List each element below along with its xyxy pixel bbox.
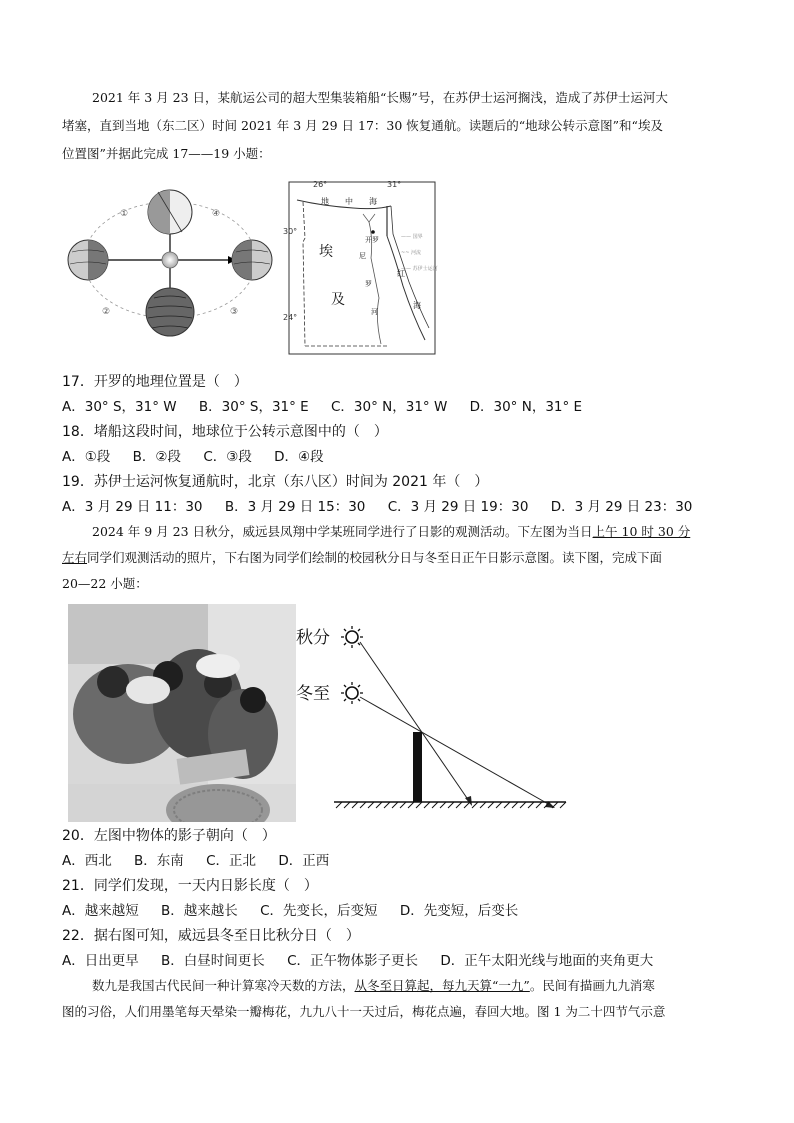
q18-options bbox=[62, 445, 342, 469]
q17-option-a: A．30° S，31° W bbox=[62, 399, 177, 415]
cairo-dot-icon bbox=[371, 230, 375, 234]
q21-option-d: D．先变短，后变长 bbox=[399, 903, 519, 919]
q21-option-a: A．越来越短 bbox=[62, 903, 139, 919]
country-char-2: 及 bbox=[331, 292, 345, 308]
intro3-line2: 图的习俗，人们用墨笔每天晕染一瓣梅花，九九八十一天过后，梅花点遍，春回大地。图 1 为二十四节气示意 bbox=[62, 1004, 666, 1019]
lon-label-31: 31° bbox=[387, 180, 402, 189]
q21-option-c: C．先变长，后变短 bbox=[260, 903, 378, 919]
intro1-line3: 位置图”并据此完成 17——19 小题： bbox=[62, 146, 271, 161]
q19-option-a: A．3 月 29 日 11：30 bbox=[62, 499, 203, 515]
intro2-line1-underlined: 上午 10 时 30 分 bbox=[592, 524, 691, 539]
q17-stem: 17．开罗的地理位置是（ ） bbox=[62, 374, 248, 390]
intro3-line1-a: 数九是我国古代民间一种计算寒冷天数的方法， bbox=[92, 978, 355, 993]
q20-option-a: A．西北 bbox=[62, 853, 112, 869]
q22-stem: 22．据右图可知，威远县冬至日比秋分日（ ） bbox=[62, 928, 360, 944]
q22-options bbox=[62, 949, 671, 973]
river-char-3: 河 bbox=[371, 308, 378, 316]
label-winter-solstice: 冬至 bbox=[296, 684, 330, 704]
segment-label-3: ③ bbox=[230, 307, 239, 317]
ground-hatching bbox=[336, 802, 566, 808]
q17-option-c: C．30° N，31° W bbox=[331, 399, 448, 415]
q19-options bbox=[62, 495, 710, 519]
q20-option-c: C．正北 bbox=[206, 853, 257, 869]
lon-label-26: 26° bbox=[313, 180, 328, 189]
red-sea-char-2: 海 bbox=[413, 301, 421, 310]
intro2-line2 bbox=[62, 546, 662, 570]
country-char-1: 埃 bbox=[319, 244, 333, 260]
intro2-line1 bbox=[92, 520, 690, 544]
sea-med-char-3: 海 bbox=[369, 197, 377, 206]
intro1-line2: 堵塞，直到当地（东二区）时间 2021 年 3 月 29 日 17：30 恢复通航。读题后的“地球公转示意图”和“埃及 bbox=[62, 118, 663, 133]
q20-options bbox=[62, 849, 347, 873]
q20-option-d: D．正西 bbox=[278, 853, 330, 869]
q17-option-b: B．30° S，31° E bbox=[198, 399, 309, 415]
q18-stem: 18．堵船这段时间，地球位于公转示意图中的（ ） bbox=[62, 424, 388, 440]
observation-photo bbox=[68, 604, 296, 822]
segment-label-1: ① bbox=[120, 209, 129, 219]
intro2-line2-b: 同学们观测活动的照片，下右图为同学们绘制的校园秋分日与冬至日正午日影示意图。读下图，完成下面 bbox=[87, 550, 663, 565]
intro2-line3: 20—22 小题： bbox=[62, 576, 148, 591]
q22-option-d: D．正午太阳光线与地面的夹角更大 bbox=[440, 953, 654, 969]
q18-option-a: A．①段 bbox=[62, 449, 111, 465]
sea-med-char-1: 地 bbox=[321, 197, 329, 206]
q18-option-b: B．②段 bbox=[132, 449, 182, 465]
intro2-line1-a: 2024 年 9 月 23 日秋分，威远县凤翔中学某班同学进行了日影的观测活动。下左图为当日 bbox=[92, 524, 593, 539]
egypt-location-map bbox=[283, 178, 438, 358]
river-char-1: 尼 bbox=[359, 252, 366, 260]
sun-autumn-icon bbox=[341, 626, 363, 648]
intro1-line1: 2021 年 3 月 23 日，某航运公司的超大型集装箱船“长赐”号，在苏伊士运河搁浅，造成了苏伊士运河大 bbox=[92, 90, 668, 105]
red-sea-char-1: 红 bbox=[397, 269, 405, 278]
intro3-line1 bbox=[92, 974, 655, 998]
q19-option-c: C．3 月 29 日 19：30 bbox=[387, 499, 529, 515]
q19-stem: 19．苏伊士运河恢复通航时，北京（东八区）时间为 2021 年（ ） bbox=[62, 474, 489, 490]
q19-option-b: B．3 月 29 日 15：30 bbox=[224, 499, 366, 515]
intro2-line2-underlined: 左右 bbox=[62, 550, 88, 565]
legend-canal: —— 苏伊士运河 bbox=[401, 266, 438, 272]
intro3-line1-b: 。民间有描画九九消寒 bbox=[529, 978, 655, 993]
lat-label-24: 24° bbox=[283, 313, 298, 322]
segment-label-2: ② bbox=[102, 307, 111, 317]
q21-options bbox=[62, 899, 536, 923]
q19-option-d: D．3 月 29 日 23：30 bbox=[550, 499, 693, 515]
q20-stem: 20．左图中物体的影子朝向（ ） bbox=[62, 828, 276, 844]
q22-option-c: C．正午物体影子更长 bbox=[287, 953, 419, 969]
pole bbox=[413, 732, 422, 802]
city-cairo: 开罗 bbox=[365, 236, 379, 244]
q17-options bbox=[62, 395, 600, 419]
q17-option-d: D．30° N，31° E bbox=[469, 399, 583, 415]
q18-option-d: D．④段 bbox=[274, 449, 324, 465]
legend-border: —— 国界 bbox=[401, 234, 423, 240]
segment-label-4: ④ bbox=[212, 209, 221, 219]
earth-bottom-icon bbox=[146, 288, 194, 336]
q18-option-c: C．③段 bbox=[203, 449, 252, 465]
river-char-2: 罗 bbox=[365, 280, 372, 288]
sun-winter-icon bbox=[341, 682, 363, 704]
noon-shadow-diagram bbox=[296, 604, 576, 822]
q20-option-b: B．东南 bbox=[134, 853, 184, 869]
intro3-line1-underlined: 从冬至日算起，每九天算“一九” bbox=[354, 978, 530, 993]
lat-label-30: 30° bbox=[283, 227, 298, 236]
sun-icon bbox=[162, 252, 178, 268]
sea-med-char-2: 中 bbox=[345, 197, 353, 206]
q21-option-b: B．越来越长 bbox=[161, 903, 238, 919]
earth-orbit-figure bbox=[62, 172, 280, 352]
legend-river: ~~ 河流 bbox=[401, 250, 421, 256]
q22-option-a: A．日出更早 bbox=[62, 953, 139, 969]
q21-stem: 21．同学们发现，一天内日影长度（ ） bbox=[62, 878, 318, 894]
label-autumn-equinox: 秋分 bbox=[296, 628, 330, 648]
q22-option-b: B．白昼时间更长 bbox=[161, 953, 265, 969]
